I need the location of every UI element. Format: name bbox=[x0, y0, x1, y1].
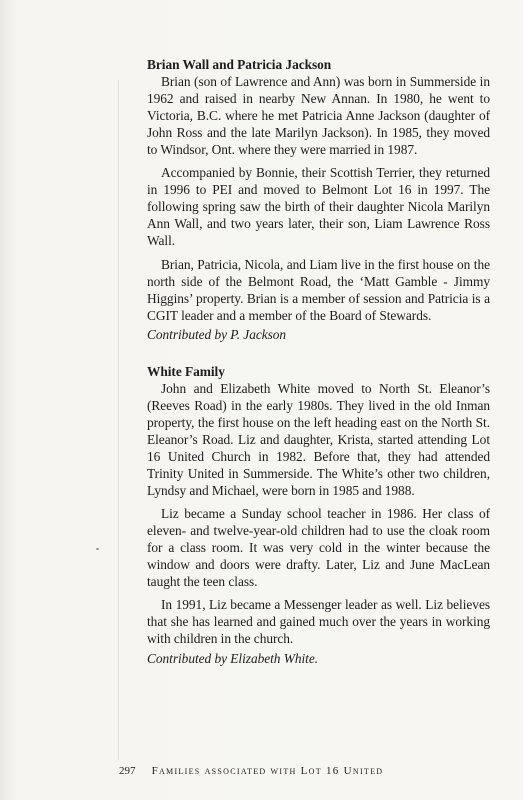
section-heading-white-family: White Family bbox=[147, 363, 225, 379]
section-heading-wall-jackson: Brian Wall and Patricia Jackson bbox=[147, 57, 332, 72]
paragraph: Brian, Patricia, Nicola, and Liam live in the first house on the north side of the Belmont Road, the ‘Matt Gamble - Jimmy Higgins’ property. Brian is a member of session and Patricia is a CGIT leader and a member of the Board of Stewards. bbox=[147, 256, 490, 323]
paragraph: John and Elizabeth White moved to North St. Eleanor’s (Reeves Road) in the early 1980s. They lived in the old Inman property, the first house on the left heading east on the North St. Eleanor’s Road. Liz and daughter, Krista, started attending Lot 16 United Church in 1982. Before that, they had attended Trinity United in Summerside. The White’s other two children, Lyndsy and Michael, were born in 1985 and 1988. bbox=[147, 380, 490, 499]
page-number: 297 bbox=[119, 765, 136, 777]
contributor-credit: Contributed by Elizabeth White. bbox=[147, 650, 319, 666]
text-column bbox=[147, 56, 490, 667]
paragraph: In 1991, Liz became a Messenger leader as well. Liz believes that she has learned and gained much over the years in working with children in the church. bbox=[147, 597, 490, 647]
page-footer bbox=[119, 765, 519, 777]
paragraph: Liz became a Sunday school teacher in 1986. Her class of eleven- and twelve-year-old children had to use the cloak room for a class room. It was very cold in the winter because the window and doors were drafty. Later, Liz and June MacLean taught the teen class. bbox=[147, 506, 490, 590]
contributor-credit: Contributed by P. Jackson bbox=[147, 326, 287, 342]
paragraph: Accompanied by Bonnie, their Scottish Terrier, they returned in 1996 to PEI and moved to Belmont Lot 16 in 1997. The following spring saw the birth of their daughter Nicola Marilyn Ann Wall, and two years later, their son, Liam Lawrence Ross Wall. bbox=[147, 165, 490, 249]
margin-speck bbox=[96, 548, 99, 550]
paragraph: Brian (son of Lawrence and Ann) was born in Summerside in 1962 and raised in nearby New Annan. In 1980, he went to Victoria, B.C. where he met Patricia Anne Jackson (daughter of John Ross and the late Marilyn Jackson). In 1985, they moved to Windsor, Ont. where they were married in 1987. bbox=[147, 74, 490, 158]
section-spacer bbox=[147, 343, 490, 363]
running-title: Families associated with Lot 16 United bbox=[151, 765, 384, 777]
gutter-shadow bbox=[118, 80, 119, 760]
